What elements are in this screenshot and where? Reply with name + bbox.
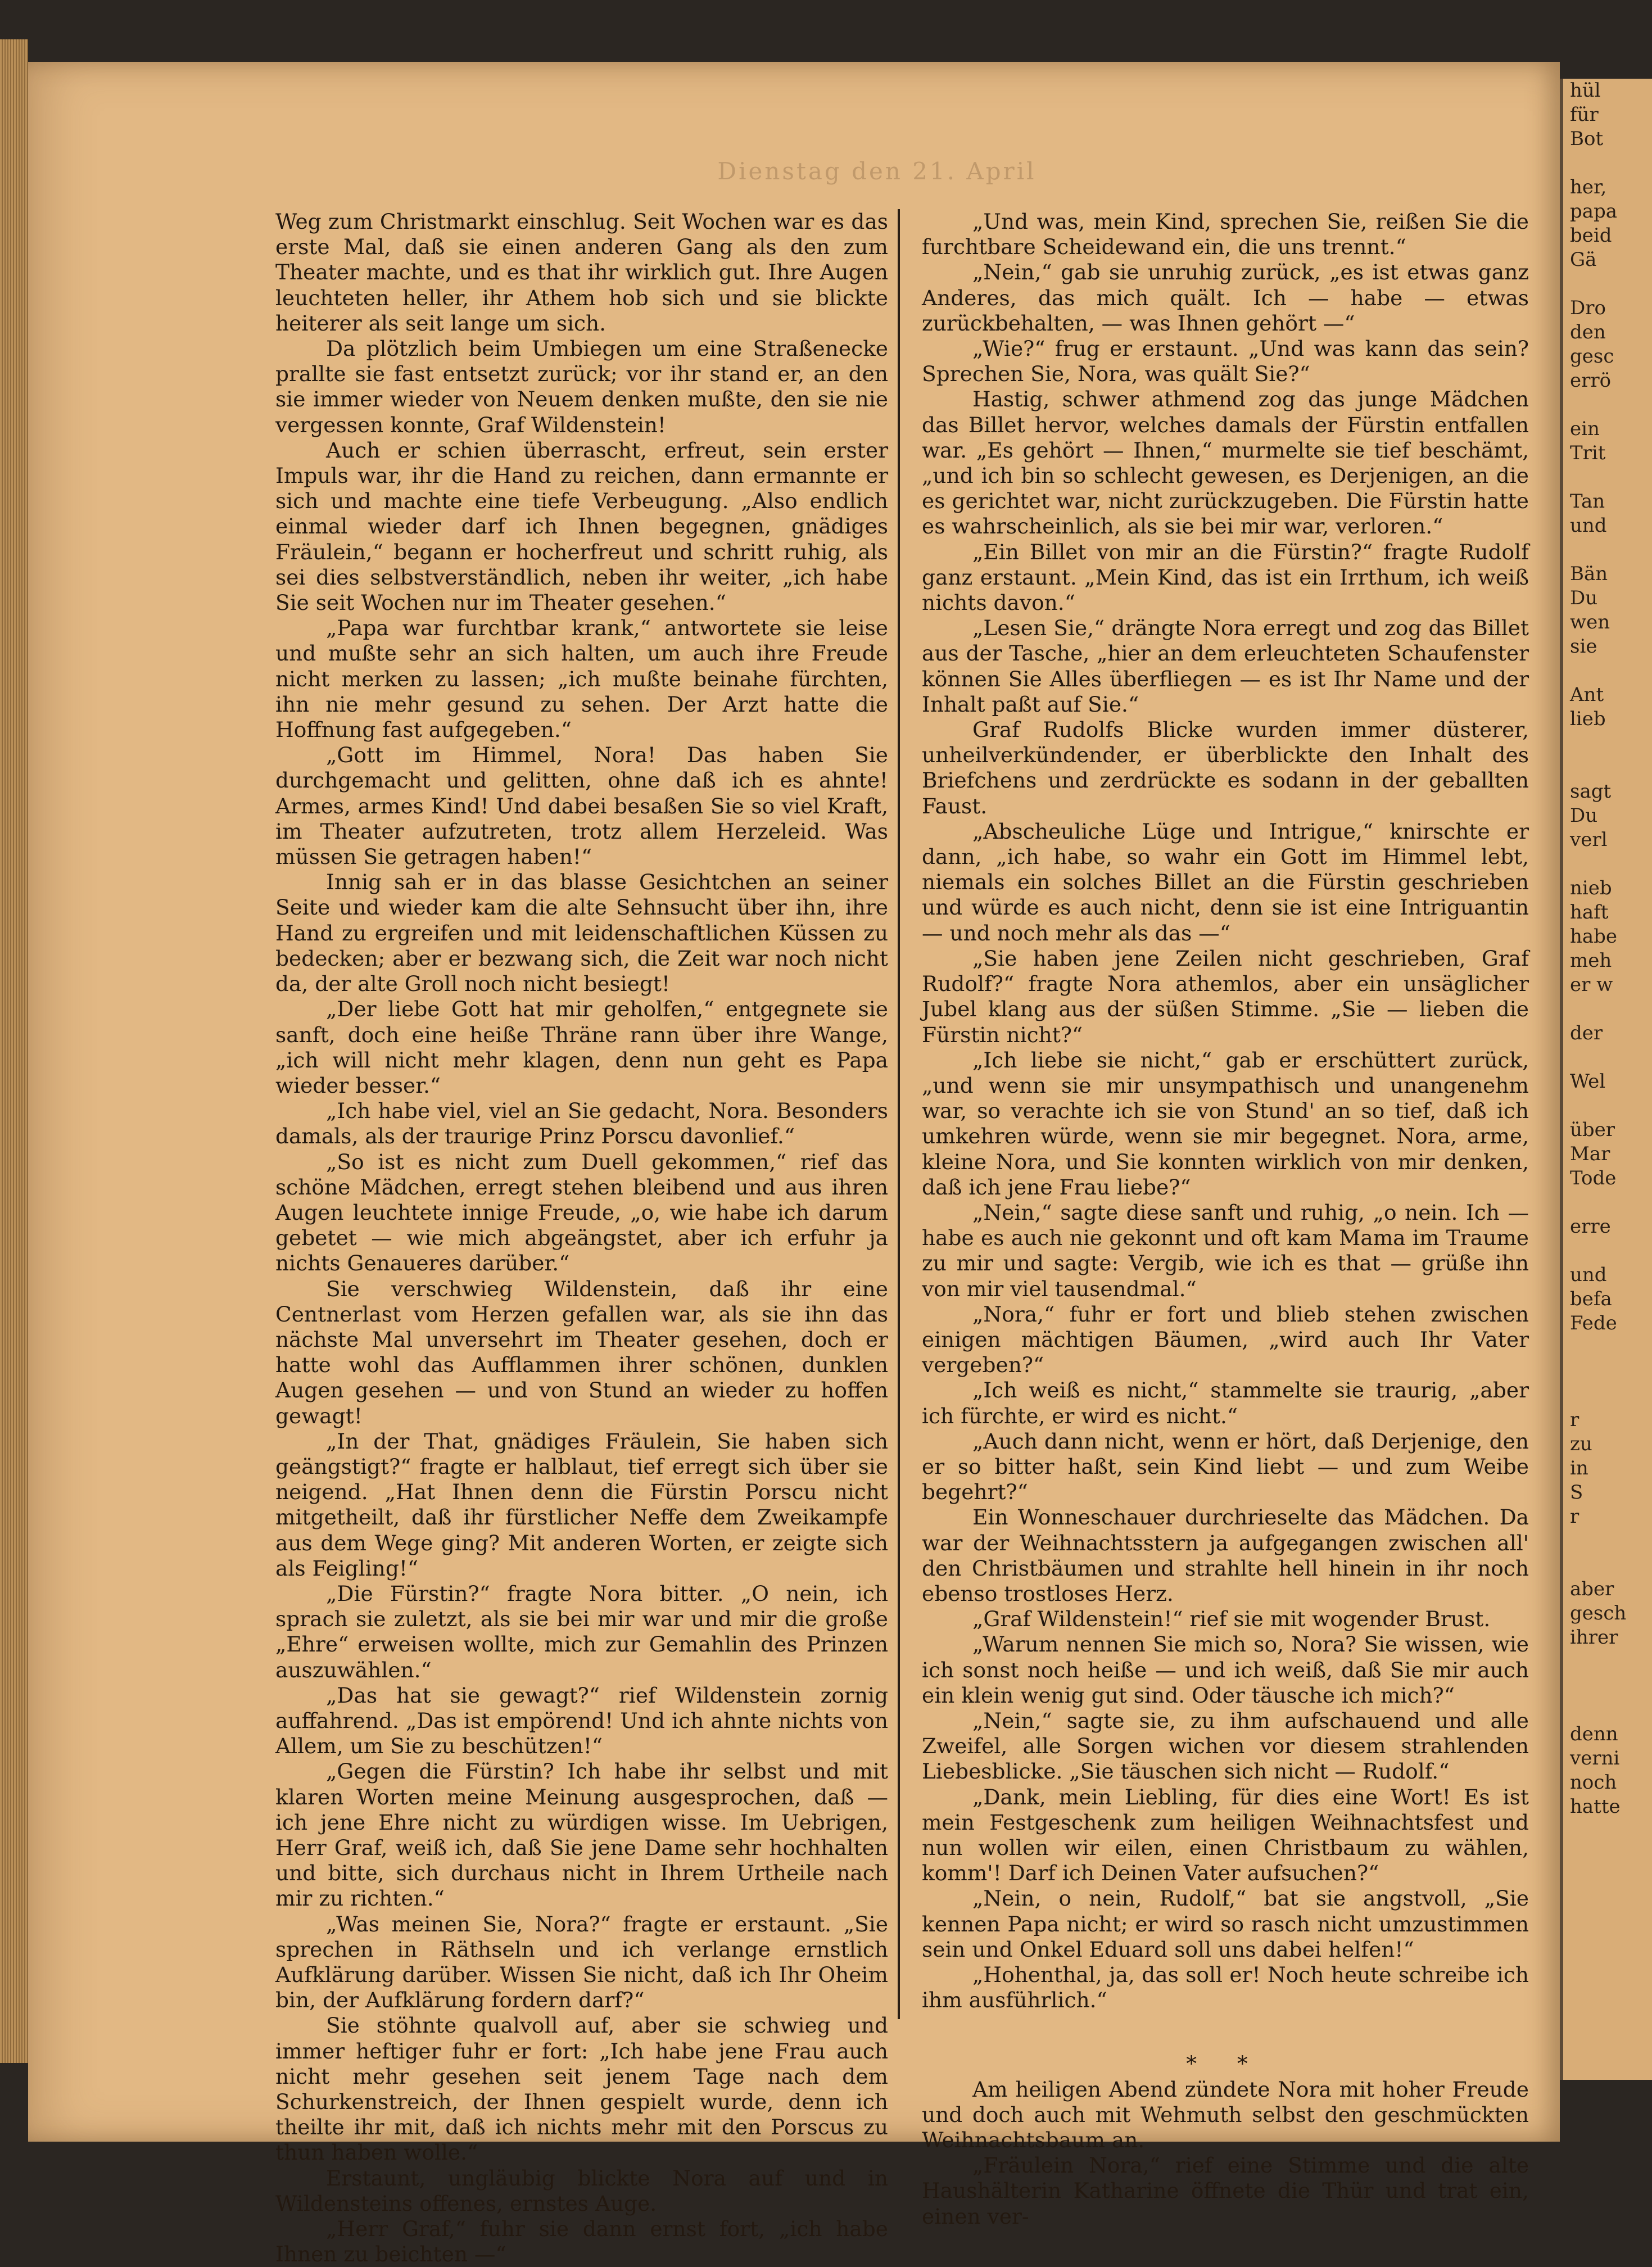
facing-page-word: Mar (1570, 1143, 1610, 1165)
facing-page-word (1563, 1529, 1652, 1553)
paragraph: Sie verschwieg Wildenstein, daß ihr eine Centnerlast vom Herzen gefallen war, als sie ihn das nächste Mal unversehrt im Theater gesehen, doch er hatte wohl das Aufflammen ihrer schönen, dunklen Augen gesehen — und von Stund an wieder zu hoffen gewagt! (275, 1276, 888, 1428)
section-gap (922, 2013, 1529, 2051)
paragraph: „Abscheuliche Lüge und Intrigue,“ knirschte er dann, „ich habe, so wahr ein Gott im Himmel lebt, niemals ein solches Billet an die Fürstin geschrieben und würde es auch nicht, denn sie ist eine Intriguantin — und noch mehr als das —“ (922, 818, 1529, 945)
facing-page-word (1563, 1650, 1652, 1674)
left-text-column (275, 209, 888, 2267)
facing-page-word (1563, 1553, 1652, 1577)
facing-page-word: nieb (1570, 877, 1612, 899)
facing-page-word: hül (1570, 79, 1601, 102)
paragraph: „Herr Graf,“ fuhr sie dann ernst fort, „ich habe Ihnen zu beichten —“ (275, 2216, 888, 2267)
paragraph: „Ich weiß es nicht,“ stammelte sie traurig, „aber ich fürchte, er wird es nicht.“ (922, 1378, 1529, 1428)
facing-page-word: haft (1570, 901, 1609, 924)
facing-page-word (1563, 852, 1652, 876)
facing-page-word: den (1570, 321, 1606, 343)
facing-page-word: sie (1570, 635, 1597, 658)
facing-page-word (1563, 1094, 1652, 1118)
paragraph: Graf Rudolfs Blicke wurden immer düsterer, unheilverkündender, er überblickte den Inhalt des Briefchens und zerdrückte es sodann in der geballten Faust. (922, 717, 1529, 818)
facing-page-word: ihrer (1570, 1626, 1618, 1649)
paragraph: „Graf Wildenstein!“ rief sie mit wogender Brust. (972, 1607, 1491, 1632)
paragraph: Am heiligen Abend zündete Nora mit hoher Freude und doch auch mit Wehmuth selbst den geschmückten Weihnachtsbaum an. (922, 2076, 1529, 2153)
facing-page-word: sagt (1570, 780, 1612, 803)
facing-page-word: r (1570, 1409, 1579, 1431)
facing-page-word: meh (1570, 949, 1612, 972)
facing-page-word: Tode (1570, 1167, 1617, 1189)
facing-page-word (1563, 1698, 1652, 1722)
facing-page-word: noch (1570, 1771, 1617, 1794)
paragraph: „Gegen die Fürstin? Ich habe ihr selbst und mit klaren Worten meine Meinung ausgesprochen, daß — ich jene Ehre nicht zu würdigen wisse. Im Uebrigen, Herr Graf, weiß ich, daß Sie jene Dame sehr hochhalten und bitte, sich durchaus nicht in Ihrem Urtheile nach mir zu richten.“ (275, 1759, 888, 1911)
paragraph: „Nein, o nein, Rudolf,“ bat sie angstvoll, „Sie kennen Papa nicht; er wird so rasch nicht umzustimmen sein und Onkel Eduard soll uns dabei helfen!“ (922, 1886, 1529, 1962)
section-break-stars: * * (1186, 2051, 1265, 2076)
paragraph: Da plötzlich beim Umbiegen um eine Straßenecke prallte sie fast entsetzt zurück; vor ihr stand er, an den sie immer wieder von Neuem denken mußte, den sie nie vergessen konnte, Graf Wildenstein! (275, 336, 888, 437)
facing-page-word (1563, 1360, 1652, 1384)
facing-page-word (1563, 1046, 1652, 1070)
paragraph: „Dank, mein Liebling, für dies eine Wort! Es ist mein Festgeschenk zum heiligen Weihnachtsfest und nun wollen wir eilen, einen Christbaum zu wählen, komm'! Darf ich Deinen Vater aufsuchen?“ (922, 1784, 1529, 1886)
paragraph: „Was meinen Sie, Nora?“ fragte er erstaunt. „Sie sprechen in Räthseln und ich verlange ernstlich Aufklärung darüber. Wissen Sie nicht, daß ich Ihr Oheim bin, der Aufklärung fordern darf?“ (275, 1911, 888, 2013)
facing-page-word: befa (1570, 1288, 1612, 1310)
facing-page-word: r (1570, 1505, 1579, 1528)
paragraph: „Nein,“ sagte sie, zu ihm aufschauend und alle Zweifel, alle Sorgen wichen vor diesem strahlenden Liebesblicke. „Sie täuschen sich nicht — Rudolf.“ (922, 1708, 1529, 1784)
facing-page-word: Wel (1570, 1070, 1606, 1093)
facing-page-word (1563, 1239, 1652, 1263)
facing-page-word: für (1570, 103, 1599, 126)
facing-page-word: ein (1570, 418, 1600, 440)
right-text-column (922, 209, 1529, 2229)
paragraph: Ein Wonneschauer durchrieselte das Mädchen. Da war der Weihnachtsstern ja aufgegangen zwischen all' den Christbäumen und strahlte hell hinein in ihr noch ebenso trostloses Herz. (922, 1505, 1529, 1606)
facing-page-word: beid (1570, 224, 1612, 247)
facing-page-word (1563, 151, 1652, 175)
paragraph: „Gott im Himmel, Nora! Das haben Sie durchgemacht und gelitten, ohne daß ich es ahnte! Armes, armes Kind! Und dabei besaßen Sie so viel Kraft, im Theater aufzutreten, trotz allem Herzeleid. Was müssen Sie getragen haben!“ (275, 743, 888, 870)
facing-page-word: aber (1570, 1578, 1614, 1600)
facing-page-word (1563, 393, 1652, 417)
facing-page-word (1563, 997, 1652, 1021)
paragraph: „Sie haben jene Zeilen nicht geschrieben, Graf Rudolf?“ fragte Nora athemlos, aber ein unsäglicher Jubel klang aus der süßen Stimme. „Sie — lieben die Fürstin nicht?“ (922, 945, 1529, 1047)
facing-page-word: her, (1570, 176, 1607, 198)
facing-page-word: Du (1570, 804, 1598, 827)
paragraph: „Nein,“ gab sie unruhig zurück, „es ist etwas ganz Anderes, das mich quält. Ich — habe — etwas zurückbehalten, — was Ihnen gehört —“ (922, 260, 1529, 336)
facing-page-word: Bot (1570, 128, 1604, 150)
facing-page-word (1563, 1384, 1652, 1408)
facing-page-word: Gä (1570, 248, 1597, 271)
paragraph: „So ist es nicht zum Duell gekommen,“ rief das schöne Mädchen, erregt stehen bleibend und aus ihren Augen leuchtete innige Freude, „o, wie habe ich darum gebetet — wie mich abgeängstet, aber ich erfuhr ja nichts Genaueres darüber.“ (275, 1149, 888, 1276)
facing-page-word: Trit (1570, 442, 1606, 464)
paragraph: „Hohenthal, ja, das soll er! Noch heute schreibe ich ihm ausführlich.“ (922, 1962, 1529, 2013)
facing-page-word (1563, 465, 1652, 490)
facing-page-word: zu (1570, 1433, 1592, 1455)
facing-page-word: und (1570, 514, 1607, 537)
paragraph: Weg zum Christmarkt einschlug. Seit Wochen war es das erste Mal, daß sie einen anderen Gang als den zum Theater machte, und es that ihr wirklich gut. Ihre Augen leuchteten heller, ihr Athem hob sich und sie blickte heiterer als seit lange um sich. (275, 209, 888, 336)
facing-page-word (1563, 659, 1652, 683)
paragraph: „Die Fürstin?“ fragte Nora bitter. „O nein, ich sprach sie zuletzt, als sie bei mir war und mir die große „Ehre“ erweisen wollte, mich zur Gemahlin des Prinzen auszuwählen.“ (275, 1581, 888, 1682)
paragraph: „Lesen Sie,“ drängte Nora erregt und zog das Billet aus der Tasche, „hier an dem erleuchteten Schaufenster können Sie Alles überfliegen — es ist Ihr Name und der Inhalt paßt auf Sie.“ (922, 616, 1529, 717)
facing-page-word: S (1570, 1481, 1583, 1504)
facing-page-word (1563, 538, 1652, 562)
page-header: Dienstag den 21. April (717, 157, 1037, 185)
facing-page-word: hatte (1570, 1795, 1621, 1818)
book-page-edges (0, 39, 28, 2063)
column-divider (898, 209, 900, 2019)
facing-page-word: verni (1570, 1747, 1620, 1770)
facing-page-word (1563, 1191, 1652, 1215)
paragraph: „Auch dann nicht, wenn er hört, daß Derjenige, den er so bitter haßt, sein Kind liebt — und zum Weibe begehrt?“ (922, 1428, 1529, 1505)
right-column-main (922, 209, 1529, 2013)
facing-page-word: Dro (1570, 297, 1606, 319)
facing-page-word: Fede (1570, 1312, 1617, 1334)
paragraph: „Ich habe viel, viel an Sie gedacht, Nora. Besonders damals, als der traurige Prinz Porscu davonlief.“ (275, 1098, 888, 1149)
paragraph: „Warum nennen Sie mich so, Nora? Sie wissen, wie ich sonst noch heiße — und ich weiß, daß Sie mir auch ein klein wenig gut sind. Oder täusche ich mich?“ (922, 1632, 1529, 1708)
facing-page-word: er w (1570, 974, 1613, 996)
paragraph: „In der That, gnädiges Fräulein, Sie haben sich geängstigt?“ fragte er halblaut, tief erregt sich über sie neigend. „Hat Ihnen denn die Fürstin Porscu nicht mitgetheilt, daß ihr fürstlicher Neffe dem Zweikampfe aus dem Wege ging? Mit anderen Worten, er zeigte sich als Feigling!“ (275, 1428, 888, 1581)
paragraph: „Wie?“ frug er erstaunt. „Und was kann das sein? Sprechen Sie, Nora, was quält Sie?“ (922, 336, 1529, 387)
facing-page-word: Ant (1570, 684, 1604, 706)
facing-page-word (1563, 1674, 1652, 1698)
facing-page-word: errö (1570, 369, 1612, 392)
paragraph: „Papa war furchtbar krank,“ antwortete sie leise und mußte sehr an sich halten, um auch ihre Freude nicht merken zu lassen; „ich mußte beinahe fürchten, ihn nie mehr gesund zu sehen. Der Arzt hatte die Hoffnung fast aufgegeben.“ (275, 616, 888, 743)
paragraph: Innig sah er in das blasse Gesichtchen an seiner Seite und wieder kam die alte Sehnsucht über ihn, ihre Hand zu ergreifen und mit leidenschaftlichen Küssen zu bedecken; aber er bezwang sich, die Zeit war noch nicht da, der alte Groll noch nicht besiegt! (275, 870, 888, 997)
facing-page-word: Tan (1570, 490, 1605, 513)
facing-page-word: Du (1570, 587, 1598, 609)
facing-page-word: gesc (1570, 345, 1614, 368)
paragraph: Sie stöhnte qualvoll auf, aber sie schwieg und immer heftiger fuhr er fort: „Ich habe jene Frau auch nicht mehr gesehen seit jenem Tage nach dem Schurkenstreich, der Ihnen gespielt wurde, denn ich theilte ihr mit, daß ich nichts mehr mit den Porscus zu thun haben wolle.“ (275, 2013, 888, 2165)
facing-page-word: wen (1570, 611, 1610, 634)
paragraph: „Nora,“ fuhr er fort und blieb stehen zwischen einigen mächtigen Bäumen, „wird auch Ihr Vater vergeben?“ (922, 1301, 1529, 1378)
facing-page-word: habe (1570, 925, 1618, 948)
paragraph: Auch er schien überrascht, erfreut, sein erster Impuls war, ihr die Hand zu reichen, dann ermannte er sich und machte eine tiefe Verbeugung. „Also endlich einmal wieder darf ich Ihnen begegnen, gnädiges Fräulein,“ begann er hocherfreut und schritt ruhig, als sei dies selbstverständlich, neben ihr weiter, „ich habe Sie seit Wochen nur im Theater gesehen.“ (275, 437, 888, 616)
facing-page-word: denn (1570, 1723, 1618, 1745)
paragraph: „Das hat sie gewagt?“ rief Wildenstein zornig auffahrend. „Das ist empörend! Und ich ahnte nichts von Allem, um Sie zu beschützen!“ (275, 1682, 888, 1759)
paragraph: Hastig, schwer athmend zog das junge Mädchen das Billet hervor, welches damals der Fürstin entfallen war. „Es gehört — Ihnen,“ murmelte sie tief beschämt, „und ich bin so schlecht gewesen, es Derjenigen, an die es gerichtet war, nicht zurückzugeben. Die Fürstin hatte es wahrscheinlich, als sie bei mir war, verloren.“ (922, 387, 1529, 539)
right-column-after-break (922, 2077, 1529, 2229)
paragraph: „Der liebe Gott hat mir geholfen,“ entgegnete sie sanft, doch eine heiße Thräne rann über ihre Wange, „ich will nicht mehr klagen, denn nun geht es Papa wieder besser.“ (275, 997, 888, 1098)
facing-page-word: verl (1570, 829, 1608, 851)
facing-page-word: und (1570, 1264, 1607, 1286)
facing-page-word: in (1570, 1457, 1588, 1479)
paragraph: „Ein Billet von mir an die Fürstin?“ fragte Rudolf ganz erstaunt. „Mein Kind, das ist ein Irrthum, ich weiß nichts davon.“ (922, 539, 1529, 616)
facing-page-word: über (1570, 1119, 1615, 1141)
facing-page-word: gesch (1570, 1602, 1627, 1625)
paragraph: „Und was, mein Kind, sprechen Sie, reißen Sie die furchtbare Scheidewand ein, die uns trennt.“ (922, 209, 1529, 260)
facing-page-word (1563, 272, 1652, 296)
facing-page-word (1563, 755, 1652, 780)
paragraph: „Ich liebe sie nicht,“ gab er erschüttert zurück, „und wenn sie mir unsympathisch und unangenehm war, so verachte ich sie von Stund' an so tief, daß ich umkehren würde, wenn sie mir begegnet. Nora, arme, kleine Nora, und Sie konnten wirklich von mir denken, daß ich jene Frau liebe?“ (922, 1047, 1529, 1200)
facing-page-word (1563, 1336, 1652, 1360)
facing-page-fragment (1560, 79, 1652, 2080)
paragraph: Erstaunt, ungläubig blickte Nora auf und in Wildensteins offenes, ernstes Auge. (275, 2165, 888, 2216)
facing-page-word: papa (1570, 200, 1618, 223)
facing-page-word: lieb (1570, 708, 1606, 730)
facing-page-word: erre (1570, 1215, 1611, 1238)
paragraph: „Fräulein Nora,“ rief eine Stimme und die alte Haushälterin Katharine öffnete die Thür und trat ein, einen ver- (922, 2153, 1529, 2229)
facing-page-word (1563, 731, 1652, 755)
facing-page-word: Bän (1570, 563, 1608, 585)
paragraph: „Nein,“ sagte diese sanft und ruhig, „o nein. Ich — habe es auch nie gekonnt und oft kam Mama im Traume zu mir und sagte: Vergib, wie ich es that — grüße ihn von mir viel tausendmal.“ (922, 1200, 1529, 1301)
facing-page-word: der (1570, 1022, 1603, 1044)
